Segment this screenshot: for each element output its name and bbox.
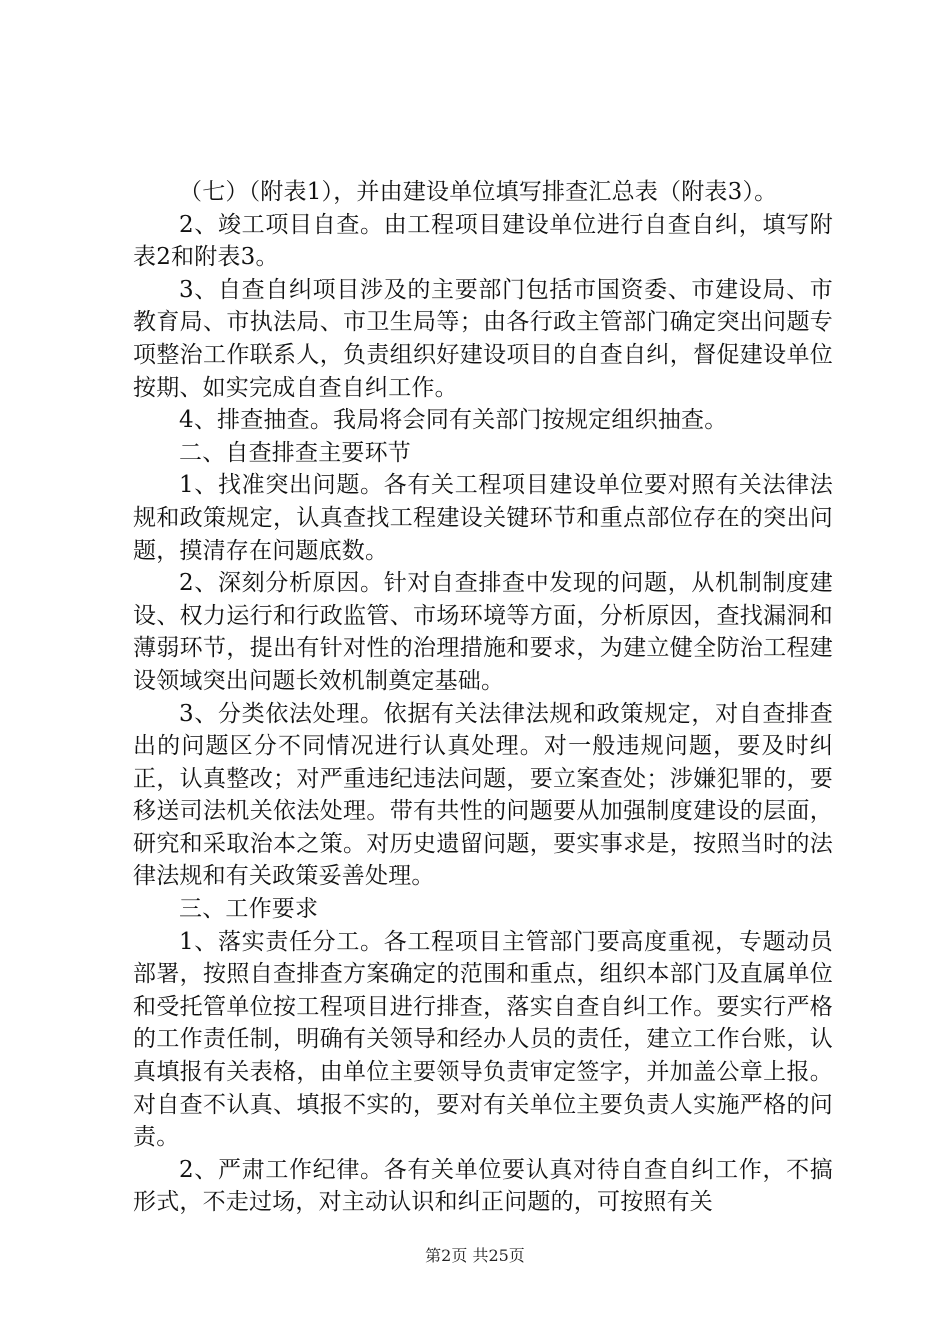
- paragraph-identify-problems: 1、找准突出问题。各有关工程项目建设单位要对照有关法律法规和政策规定，认真查找工程建设关键环节和重点部位存在的突出问题，摸清存在问题底数。: [133, 472, 833, 564]
- paragraph-spot-check: 4、排查抽查。我局将会同有关部门按规定组织抽查。: [179, 407, 728, 434]
- paragraph-handle-by-law: 3、分类依法处理。依据有关法律法规和政策规定，对自查排查出的问题区分不同情况进行认真处理。对一般违规问题，要及时纠正，认真整改；对严重违纪违法问题，要立案查处；涉嫌犯罪的，要移送司法机关依法处理。带有共性的问题要从加强制度建设的层面，研究和采取治本之策。对历史遗留问题，要实事求是，按照当时的法律法规和有关政策妥善处理。: [133, 700, 833, 890]
- paragraph-discipline: 2、严肃工作纪律。各有关单位要认真对待自查自纠工作，不搞形式，不走过场，对主动认识和纠正问题的，可按照有关: [133, 1156, 833, 1216]
- section-heading-work-requirements: 三、工作要求: [179, 896, 319, 923]
- paragraph-departments-involved: 3、自查自纠项目涉及的主要部门包括市国资委、市建设局、市教育局、市执法局、市卫生局等；由各行政主管部门确定突出问题专项整治工作联系人，负责组织好建设项目的自查自纠，督促建设单位按期、如实完成自查自纠工作。: [133, 276, 833, 401]
- paragraph-attachment-note: （七）（附表1），并由建设单位填写排查汇总表（附表3）。: [179, 179, 778, 205]
- page-number-label: 第2页 共25页: [425, 1246, 525, 1265]
- page-footer: [0, 1243, 950, 1266]
- document-body: [133, 176, 833, 1219]
- paragraph-analyze-causes: 2、深刻分析原因。针对自查排查中发现的问题，从机制制度建设、权力运行和行政监管、市场环境等方面，分析原因，查找漏洞和薄弱环节，提出有针对性的治理措施和要求，为建立健全防治工程建设领域突出问题长效机制奠定基础。: [133, 570, 833, 694]
- paragraph-responsibility: 1、落实责任分工。各工程项目主管部门要高度重视，专题动员部署，按照自查排查方案确定的范围和重点，组织本部门及直属单位和受托管单位按工程项目进行排查，落实自查自纠工作。要实行严格的工作责任制，明确有关领导和经办人员的责任，建立工作台账，认真填报有关表格，由单位主要领导负责审定签字，并加盖公章上报。对自查不认真、填报不实的，要对有关单位主要负责人实施严格的问责。: [133, 928, 833, 1151]
- section-heading-key-steps: 二、自查排查主要环节: [179, 439, 411, 466]
- paragraph-completed-project-selfcheck: 2、竣工项目自查。由工程项目建设单位进行自查自纠，填写附表2和附表3。: [133, 211, 833, 271]
